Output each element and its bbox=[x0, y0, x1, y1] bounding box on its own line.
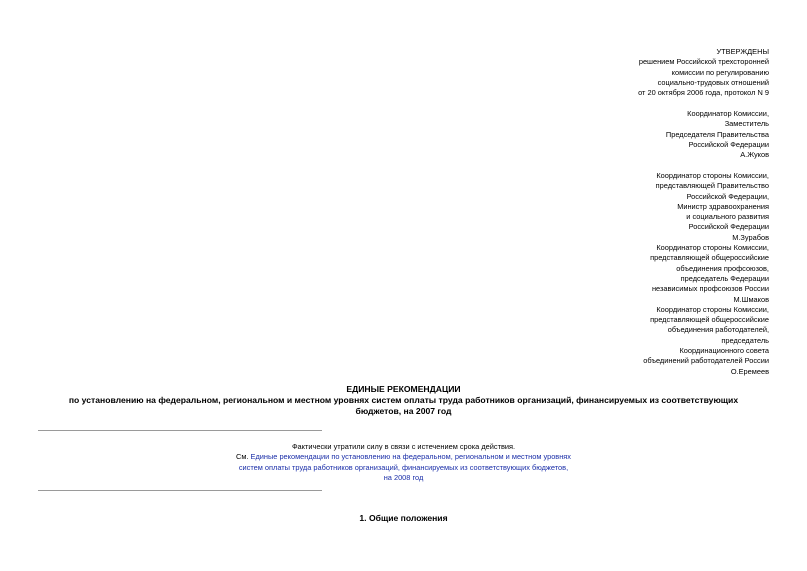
approval-line: объединений работодателей России bbox=[643, 356, 769, 366]
divider-bottom bbox=[38, 490, 322, 491]
approval-line: Российской Федерации bbox=[688, 222, 769, 232]
approval-line: комиссии по регулированию bbox=[671, 67, 769, 77]
approval-line: представляющей Правительство bbox=[655, 181, 769, 191]
see-also-line-2 bbox=[200, 463, 607, 473]
divider-top bbox=[38, 430, 322, 431]
approval-line: Координатор стороны Комиссии, bbox=[656, 243, 769, 253]
see-also-line bbox=[200, 452, 607, 462]
title-subtitle-end: бюджетов, на 2007 год bbox=[355, 406, 452, 417]
document-title bbox=[40, 384, 767, 418]
see-also-link-2[interactable]: систем оплаты труда работников организаций, финансируемых из соответствующих бюджетов, bbox=[238, 462, 569, 472]
approval-line: объединения профсоюзов, bbox=[676, 263, 769, 273]
title-subtitle: по установлению на федеральном, региональном и местном уровнях систем оплаты труда работников организаций, финансируемых из соответствующих bbox=[68, 395, 739, 406]
approval-line: представляющей общероссийские bbox=[650, 253, 769, 263]
approval-line: председатель Федерации bbox=[680, 273, 769, 283]
approval-line: Российской Федерации, bbox=[686, 191, 769, 201]
approval-line: УТВЕРЖДЕНЫ bbox=[716, 47, 769, 56]
see-also-link-3[interactable]: на 2008 год bbox=[383, 472, 424, 482]
approval-line: социально-трудовых отношений bbox=[657, 77, 769, 87]
approval-line: М.Зурабов bbox=[732, 232, 769, 242]
approval-line: Российской Федерации bbox=[688, 139, 769, 149]
approval-line: и социального развития bbox=[686, 212, 769, 222]
approval-line: А.Жуков bbox=[740, 150, 769, 160]
approval-line: М.Шмаков bbox=[733, 294, 769, 304]
approval-line: независимых профсоюзов России bbox=[651, 284, 769, 294]
approval-line: Координационного совета bbox=[679, 346, 769, 356]
title-main: ЕДИНЫЕ РЕКОМЕНДАЦИИ bbox=[346, 384, 461, 394]
status-note bbox=[200, 442, 607, 483]
approval-line: решением Российской трехсторонней bbox=[638, 57, 769, 67]
approval-spacer bbox=[509, 160, 769, 171]
approval-line: Координатор стороны Комиссии, bbox=[656, 304, 769, 314]
see-also-link[interactable]: Единые рекомендации по установлению на федеральном, региональном и местном уровнях bbox=[250, 452, 572, 462]
approval-line: объединения работодателей, bbox=[667, 325, 769, 335]
approval-block bbox=[509, 47, 769, 377]
approval-line: от 20 октября 2006 года, протокол N 9 bbox=[638, 88, 769, 98]
approval-line: представляющей общероссийские bbox=[650, 315, 769, 325]
approval-line: Заместитель bbox=[724, 119, 769, 129]
approval-line: О.Еремеев bbox=[730, 366, 769, 376]
approval-line: председатель bbox=[721, 335, 769, 345]
approval-line: Координатор Комиссии, bbox=[687, 108, 769, 118]
status-text: Фактически утратили силу в связи с истечением срока действия. bbox=[291, 442, 516, 451]
approval-line: Председателя Правительства bbox=[665, 129, 769, 139]
approval-spacer bbox=[509, 98, 769, 109]
section-heading: 1. Общие положения bbox=[359, 513, 448, 523]
see-prefix: См. bbox=[235, 452, 251, 462]
approval-line: Министр здравоохранения bbox=[677, 201, 769, 211]
see-also-line-3 bbox=[200, 473, 607, 483]
approval-line: Координатор стороны Комиссии, bbox=[656, 170, 769, 180]
